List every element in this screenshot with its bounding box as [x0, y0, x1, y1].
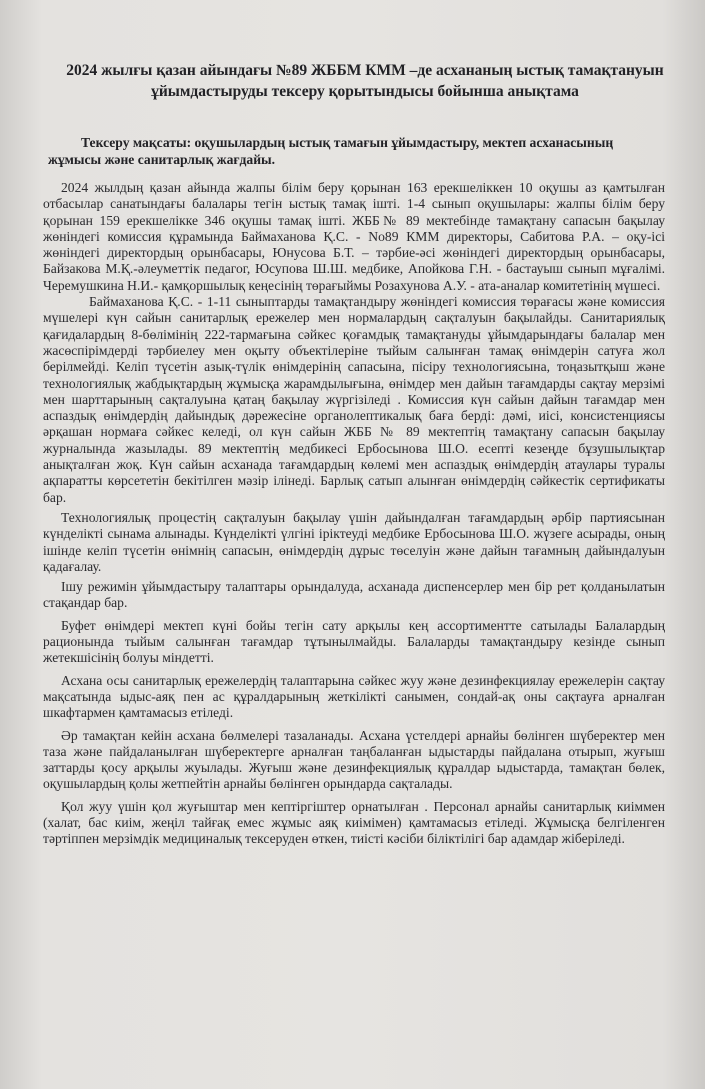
- inspection-purpose-text: Тексеру мақсаты: оқушылардың ыстық тамағын ұйымдастыру, мектеп асханасының жұмысы және санитарлық жағдайы.: [48, 135, 614, 167]
- paragraph-drinking: Ішу режимін ұйымдастыру талаптары орындалуда, асханада диспенсерлер мен бір рет қолданылатын стақандар бар.: [43, 579, 665, 611]
- paragraph-technology: Технологиялық процестің сақталуын бақылау үшін дайындалған тағамдардың әрбір партиясынан күнделікті сынама алынады. Күнделікті үлгіні іріктеуді медбике Ербосынова Ш.О. жүзеге асырады, оның ішінде келіп түсетін өнімнің сапасын, өнімдердің дұрыс төселуін және дайын тағамның дайындалуын қадағалау.: [43, 509, 665, 574]
- paragraph-buffet: Буфет өнімдері мектеп күні бойы тегін сату арқылы кең ассортиментте сатылады Балалардың рационында тыйым салынған тағамдар тұтынылмайды. Балаларды тамақтандыру кезінде сынып жетекшісінің болуы міндетті.: [43, 617, 665, 666]
- paragraph-control: Баймаханова Қ.С. - 1-11 сыныптарды тамақтандыру жөніндегі комиссия төрағасы және комиссия мүшелері күн сайын санитарлық ережелер мен нормалардың сақталуын бақылайды. Санитариялық қағидалардың 8-бөлімінің 222-тармағына сәйкес қоғамдық тамақтануды ұйымдарындағы балалар мен жасөспірімдерді тәрбиелеу мен оқыту объектілеріне тыйым салынған тамақ өнімдерін сатуға жол берілмейді. Келіп түсетін азық-түлік өнімдерінің сапасына, пісіру технологиясына, тоңазытқыш және технологиялық жабдықтардың жұмысқа жарамдылығына, өнімдер мен дайын тағамдарды сақтау мерзімі мен шарттарының сақталуына қатаң бақылау жүргізіледі . Комиссия күн сайын дайын тағамдар мен аспаздық өнімдердің дайындық дәрежесіне органолептикалық баға берді: дәмі, иісі, консистенциясы әрқашан нормаға сәйкес келеді, ол күн сайын ЖББ № 89 мектептің тамақтану сапасын бақылау журналында жазылады. 89 мектептің медбикесі Ербосынова Ш.О. есепті кезеңде бұзушылықтар анықталған жоқ. Күн сайын асханада тағамдардың көлемі мен аспаздық өнімдердің атаулары туралы ақпаратты көрсететін бекітілген мәзір ілінеді. Барлық сатып алынған өнімдердің сәйкестік сертификаты бар.: [43, 294, 665, 505]
- paragraph-commission: 2024 жылдың қазан айында жалпы білім беру қорынан 163 ерекшеліккен 10 оқушы аз қамтылған отбасылар санатындағы балалары тегін ыстық тамақ ішті. 1-4 сынып оқушылары: жалпы білім беру қорынан 159 ерекшелікке 346 оқушы тамақ ішті. ЖББ№ 89 мектебінде тамақтану сапасын бақылау жөніндегі комиссия құрамында Баймаханова Қ.С. - No89 КММ директоры, Сабитова Р.А. – оқу-ісі жөніндегі директордың орынбасары, Юнусова Б.Т. – тәрбие-әсі жөніндегі директордың орынбасары, Байзакова М.Қ.-әлеуметтік педагог, Юсупова Ш.Ш. медбике, Апойкова Г.Н. - бастауыш сынып мұғалімі. Черемушкина Н.И.- қамқоршылық кеңесінің төрағыймы Розахунова А.У. - ата-аналар комитетінің мүшесі.: [43, 180, 665, 293]
- paragraph-personnel: Қол жуу үшін қол жуғыштар мен кептіргіштер орнатылған . Персонал арнайы санитарлық киіммен (халат, бас киім, жеңіл тайғақ емес жұмыс аяқ киімімен) қамтамасыз етіледі. Жұмысқа белгіленген тәртіппен мерзімдік медициналық тексеруден өткен, тиісті кәсіби біліктілігі бар адамдар жіберіледі.: [43, 798, 665, 847]
- document-title: 2024 жылғы қазан айындағы №89 ЖББМ КММ –де асхананың ыстық тамақтануын ұйымдастыруды тексеру қорытындысы бойынша анықтама: [66, 62, 664, 100]
- document-body: [43, 180, 665, 848]
- paragraph-cleaning: Әр тамақтан кейін асхана бөлмелері тазаланады. Асхана үстелдері арнайы бөлінген шүберектер мен таза және пайдаланылған шүберектерге арналған таңбаланған ыдыстарды пайдалана отырып, жуғыш заттарды қосу арқылы жуылады. Жуғыш және дезинфекциялық құралдар ыдыстарда, тамақтан бөлек, оқушылардың қолы жетпейтін арнайы бөлінген орындарда сақталады.: [43, 727, 665, 792]
- paragraph-dishes: Асхана осы санитарлық ережелердің талаптарына сәйкес жуу және дезинфекциялау ережелерін сақтау мақсатында ыдыс-аяқ пен ас құралдарының жеткілікті санымен, сондай-ақ оны сақтауға арналған шкафтармен қамтамасыз етіледі.: [43, 672, 665, 721]
- inspection-purpose: [48, 135, 663, 168]
